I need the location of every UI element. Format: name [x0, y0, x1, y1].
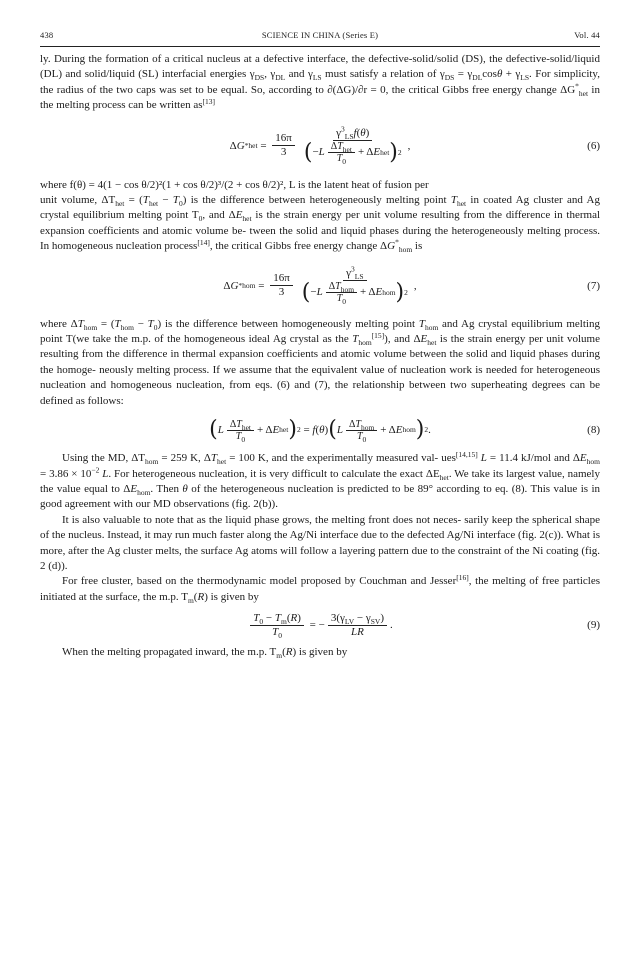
equation-9: $\frac{T_0 - T_m(R)}{T_0}$ = − $\frac{3(\gamma_{LV} - \gamma_{SV})}{LR}$ . (9): [40, 607, 600, 643]
citation: [14]: [197, 238, 210, 248]
paragraph-4: Using the MD, $\Delta T_{hom} = 259$ K, $\Delta T_{het} = 100$ K, and the experimentally measured val- ues[14,15] L = 11.4 kJ/mol and $\Delta E_{hom} = 3.86 \times 10^{-2}$ L. For heterogeneous nucleation, it is very difficult to calculate the exact $\Delta E_{het}$. We take its largest value, namely the value equal to $\Delta E_{hom}$. Then θ of the heterogeneous nucleation is predicted to be 89° according to eq. (8). This value is in good agreement with our MD observations (fig. 2(b)).: [40, 450, 600, 511]
volume-label: Vol. 44: [574, 30, 600, 40]
equation-number: (6): [587, 139, 600, 152]
equation-8: ( L $\frac{\Delta T_{het}}{T_0}$ + Δ E het ) 2 = f ( θ ) ( L $\frac{\Delta T_{hom}}{T_0}$ + Δ E hom ) 2 . (8): [209, 417, 600, 444]
header-rule: [40, 46, 600, 47]
paragraph-2: where f(θ) = 4(1 − cos θ/2)²(1 + cos θ/2)³/(2 + cos θ/2)², L is the latent heat of fusion per unit volume, $\Delta T_{het} = (T_{het} - T_0)$ is the difference between heterogeneously melting point $T_{het}$ in coated Ag cluster and Ag crystal equilibrium melting point $T_0$, and $\Delta E_{het}$ is the strain energy per unit volume resulting from the difference in thermal expansion coefficients and atomic volume be- tween the solid and liquid phases during the heterogeneously melting process. In homogeneous nucleation process[14], the critical Gibbs free energy change $\Delta G^*_{hom}$ is: [40, 178, 601, 255]
paragraph-3: where $\Delta T_{hom} = (T_{hom} - T_0)$ is the difference between homogeneously melting point $T_{hom}$ and Ag crystal equilibrium melting point T(we take the m.p. of the homogeneous ideal Ag crystal as the $T_{hom}[15]$), and $\Delta E_{het}$ is the strain energy per unit volume resulting from the difference in thermal expansion coefficients and atomic volume between the solid and liquid phases during the homoge- neously melting process. If we assume that the equivalent value of nucleation work is needed for heterogeneous nucleation and homogeneous nucleation, from eqs. (6) and (7), the relationship between two superheating degrees can be defined as follows:: [40, 317, 601, 407]
paragraph-6: For free cluster, based on the thermodynamic model proposed by Couchman and Jesser[16], the melting of free particles initiated at the surface, the m.p. $T_m(R)$ is given by: [40, 573, 600, 605]
citation: [15]: [371, 331, 385, 341]
running-header: [40, 30, 600, 46]
paragraph-7: When the melting propagated inward, the m.p. $T_m(R)$ is given by: [62, 646, 348, 661]
citation: [16]: [456, 573, 469, 583]
equation-6: Δ G * het = $\frac{16\pi}{3}$ $\gamma^3_{LS}f(\theta)$ ( − L $\frac{\Delta T_{het}}{T_0}$ + Δ E het ) 2 , (6): [229, 124, 600, 167]
journal-title: SCIENCE IN CHINA (Series E): [261, 30, 379, 40]
page-number: 438: [40, 30, 54, 40]
equation-number: (8): [587, 424, 600, 437]
equation-7: Δ G * hom = $\frac{16\pi}{3}$ $\gamma^3_{LS}$ ( − L $\frac{\Delta T_{hom}}{T_0}$ + Δ E hom ) 2 , (7): [223, 264, 600, 307]
equation-number: (7): [587, 279, 600, 292]
article-body: [40, 52, 600, 661]
citation: [14,15]: [455, 450, 478, 460]
equation-number: (9): [587, 619, 600, 632]
paragraph-5: It is also valuable to note that as the liquid phase grows, the melting front does not neces- sarily keep the spherical shape of the nucleus. Instead, it may run much faster along the Ag/Ni interface due to the defected Ag/Ni interface (fig. 2(c)). What is more, after the Ag cluster melts, the surface Ag atoms will follow a layering pattern due to the constraint of the Ni coating (fig. 2 (d)).: [40, 513, 601, 572]
paragraph-1: ly. During the formation of a critical nucleus at a defective interface, the defective-solid/solid (DS), the defective-solid/liquid (DL) and solid/liquid (SL) interfacial energies $\gamma_{DS}$, $\gamma_{DL}$ and $\gamma_{LS}$ must satisfy a relation of $\gamma_{DS} = \gamma_{DL}\cos\theta + \gamma_{LS}$. For simplicity, the radius of the two caps was set to be equal. So, according to ∂(ΔG)/∂r = 0, the critical Gibbs free energy change $\Delta G^*_{het}$ in the melting process can be written as[13]: [40, 53, 600, 112]
citation: [13]: [202, 97, 216, 107]
